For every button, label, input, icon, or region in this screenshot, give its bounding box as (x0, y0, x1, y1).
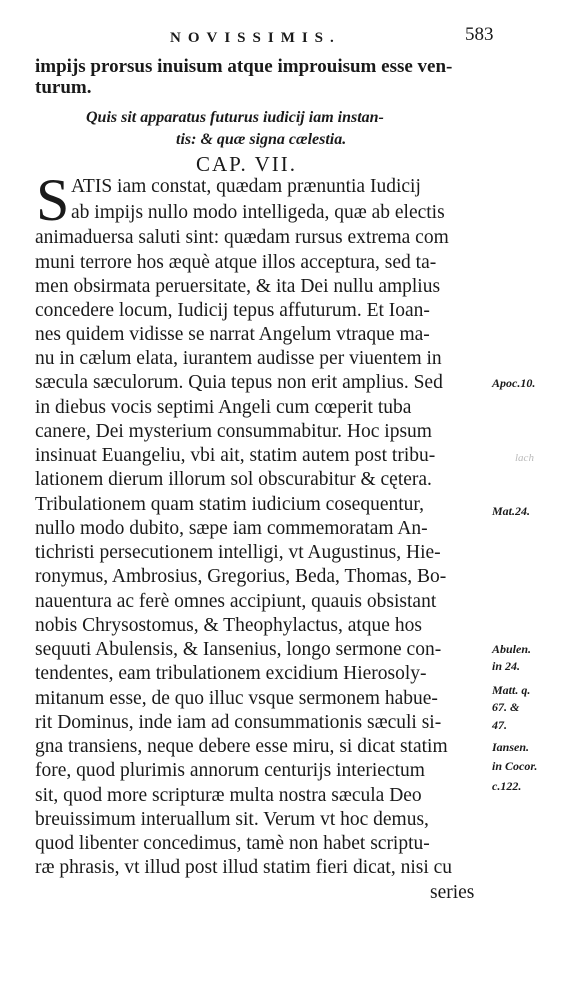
text-line: ATIS iam constat, quædam prænuntia Iudicij (71, 176, 421, 197)
text-line: sequuti Abulensis, & Iansenius, longo sermone con- (35, 639, 442, 660)
margin-note: 67. & (492, 700, 520, 714)
text-line: tendentes, eam tribulationem excidium Hierosoly- (35, 663, 427, 684)
text-line: nobis Chrysostomus, & Theophylactus, atque hos (35, 615, 422, 636)
bleed-through-text: lach (515, 452, 534, 464)
text-line: gna transiens, neque debere esse miru, si dicat statim (35, 736, 448, 757)
chapter-heading-line: Quis sit apparatus futurus iudicij iam instan- (86, 109, 384, 126)
margin-note: Apoc.10. (492, 376, 536, 390)
text-line: breuissimum interuallum sit. Verum vt hoc demus, (35, 809, 429, 830)
margin-note: 47. (492, 718, 507, 732)
text-line: fore, quod plurimis annorum centurijs interiectum (35, 760, 425, 781)
text-line: sæcula sæculorum. Quia tepus non erit amplius. Sed (35, 372, 443, 393)
text-line: mitanum esse, de quo illuc vsque sermonem habue- (35, 688, 438, 709)
margin-note: in Cocor. (492, 759, 538, 773)
text-line: men obsirmata peruersitate, & ita Dei nullu amplius (35, 276, 441, 297)
margin-note: in 24. (492, 659, 521, 673)
text-line: tichristi persecutionem intelligi, vt Augustinus, Hie- (35, 542, 441, 563)
text-line: sit, quod more scripturæ multa nostra sæcula Deo (35, 785, 422, 806)
drop-cap: S (36, 167, 70, 233)
text-line: Tribulationem quam statim iudicium cosequentur, (35, 494, 424, 515)
margin-note: Iansen. (492, 740, 530, 754)
text-line: ab impijs nullo modo intelligeda, quæ ab electis (71, 202, 445, 223)
text-line: nu in cælum elata, iurantem audisse per viuentem in (35, 348, 442, 369)
text-line: turum. (35, 77, 92, 98)
margin-note: Matt. q. (492, 683, 531, 697)
text-line: in diebus vocis septimi Angeli cum cœperit tuba (35, 397, 412, 418)
text-line: canere, Dei mysterium consummabitur. Hoc ipsum (35, 421, 432, 442)
chapter-number: CAP. VII. (196, 152, 298, 176)
catchword: series (430, 882, 475, 903)
text-line: ræ phrasis, vt illud post illud statim fieri dicat, nisi cu (35, 857, 453, 878)
text-line: insinuat Euangeliu, vbi ait, statim autem post tribu- (35, 445, 436, 466)
text-line: rit Dominus, inde iam ad consummationis sæculi si- (35, 712, 442, 733)
page-number: 583 (465, 24, 494, 45)
text-line: nauentura ac ferè omnes accipiunt, quauis obsistant (35, 591, 437, 612)
text-line: impijs prorsus inuisum atque improuisum esse ven- (35, 56, 453, 77)
chapter-heading-line: tis: & quæ signa cælestia. (176, 131, 347, 148)
text-line: concedere locum, Iudicij tepus affuturum. Et Ioan- (35, 300, 430, 321)
text-line: animaduersa saluti sint: quædam rursus extrema com (35, 227, 449, 248)
text-line: nes quidem vidisse se narrat Angelum vtraque ma- (35, 324, 430, 345)
margin-note: c.122. (492, 779, 522, 793)
margin-note: Abulen. (492, 642, 532, 656)
text-line: nullo modo dubito, sæpe iam commemoratam An- (35, 518, 428, 539)
running-head: NOVISSIMIS. (170, 30, 341, 46)
text-line: ronymus, Ambrosius, Gregorius, Beda, Thomas, Bo- (35, 566, 447, 587)
text-line: muni terrore hos æquè atque illos acceptura, sed ta- (35, 252, 437, 273)
text-line: quod libenter concedimus, tamè non habet scriptu- (35, 833, 430, 854)
text-line: lationem dierum illorum sol obscurabitur & cętera. (35, 469, 432, 490)
margin-note: Mat.24. (492, 504, 531, 518)
